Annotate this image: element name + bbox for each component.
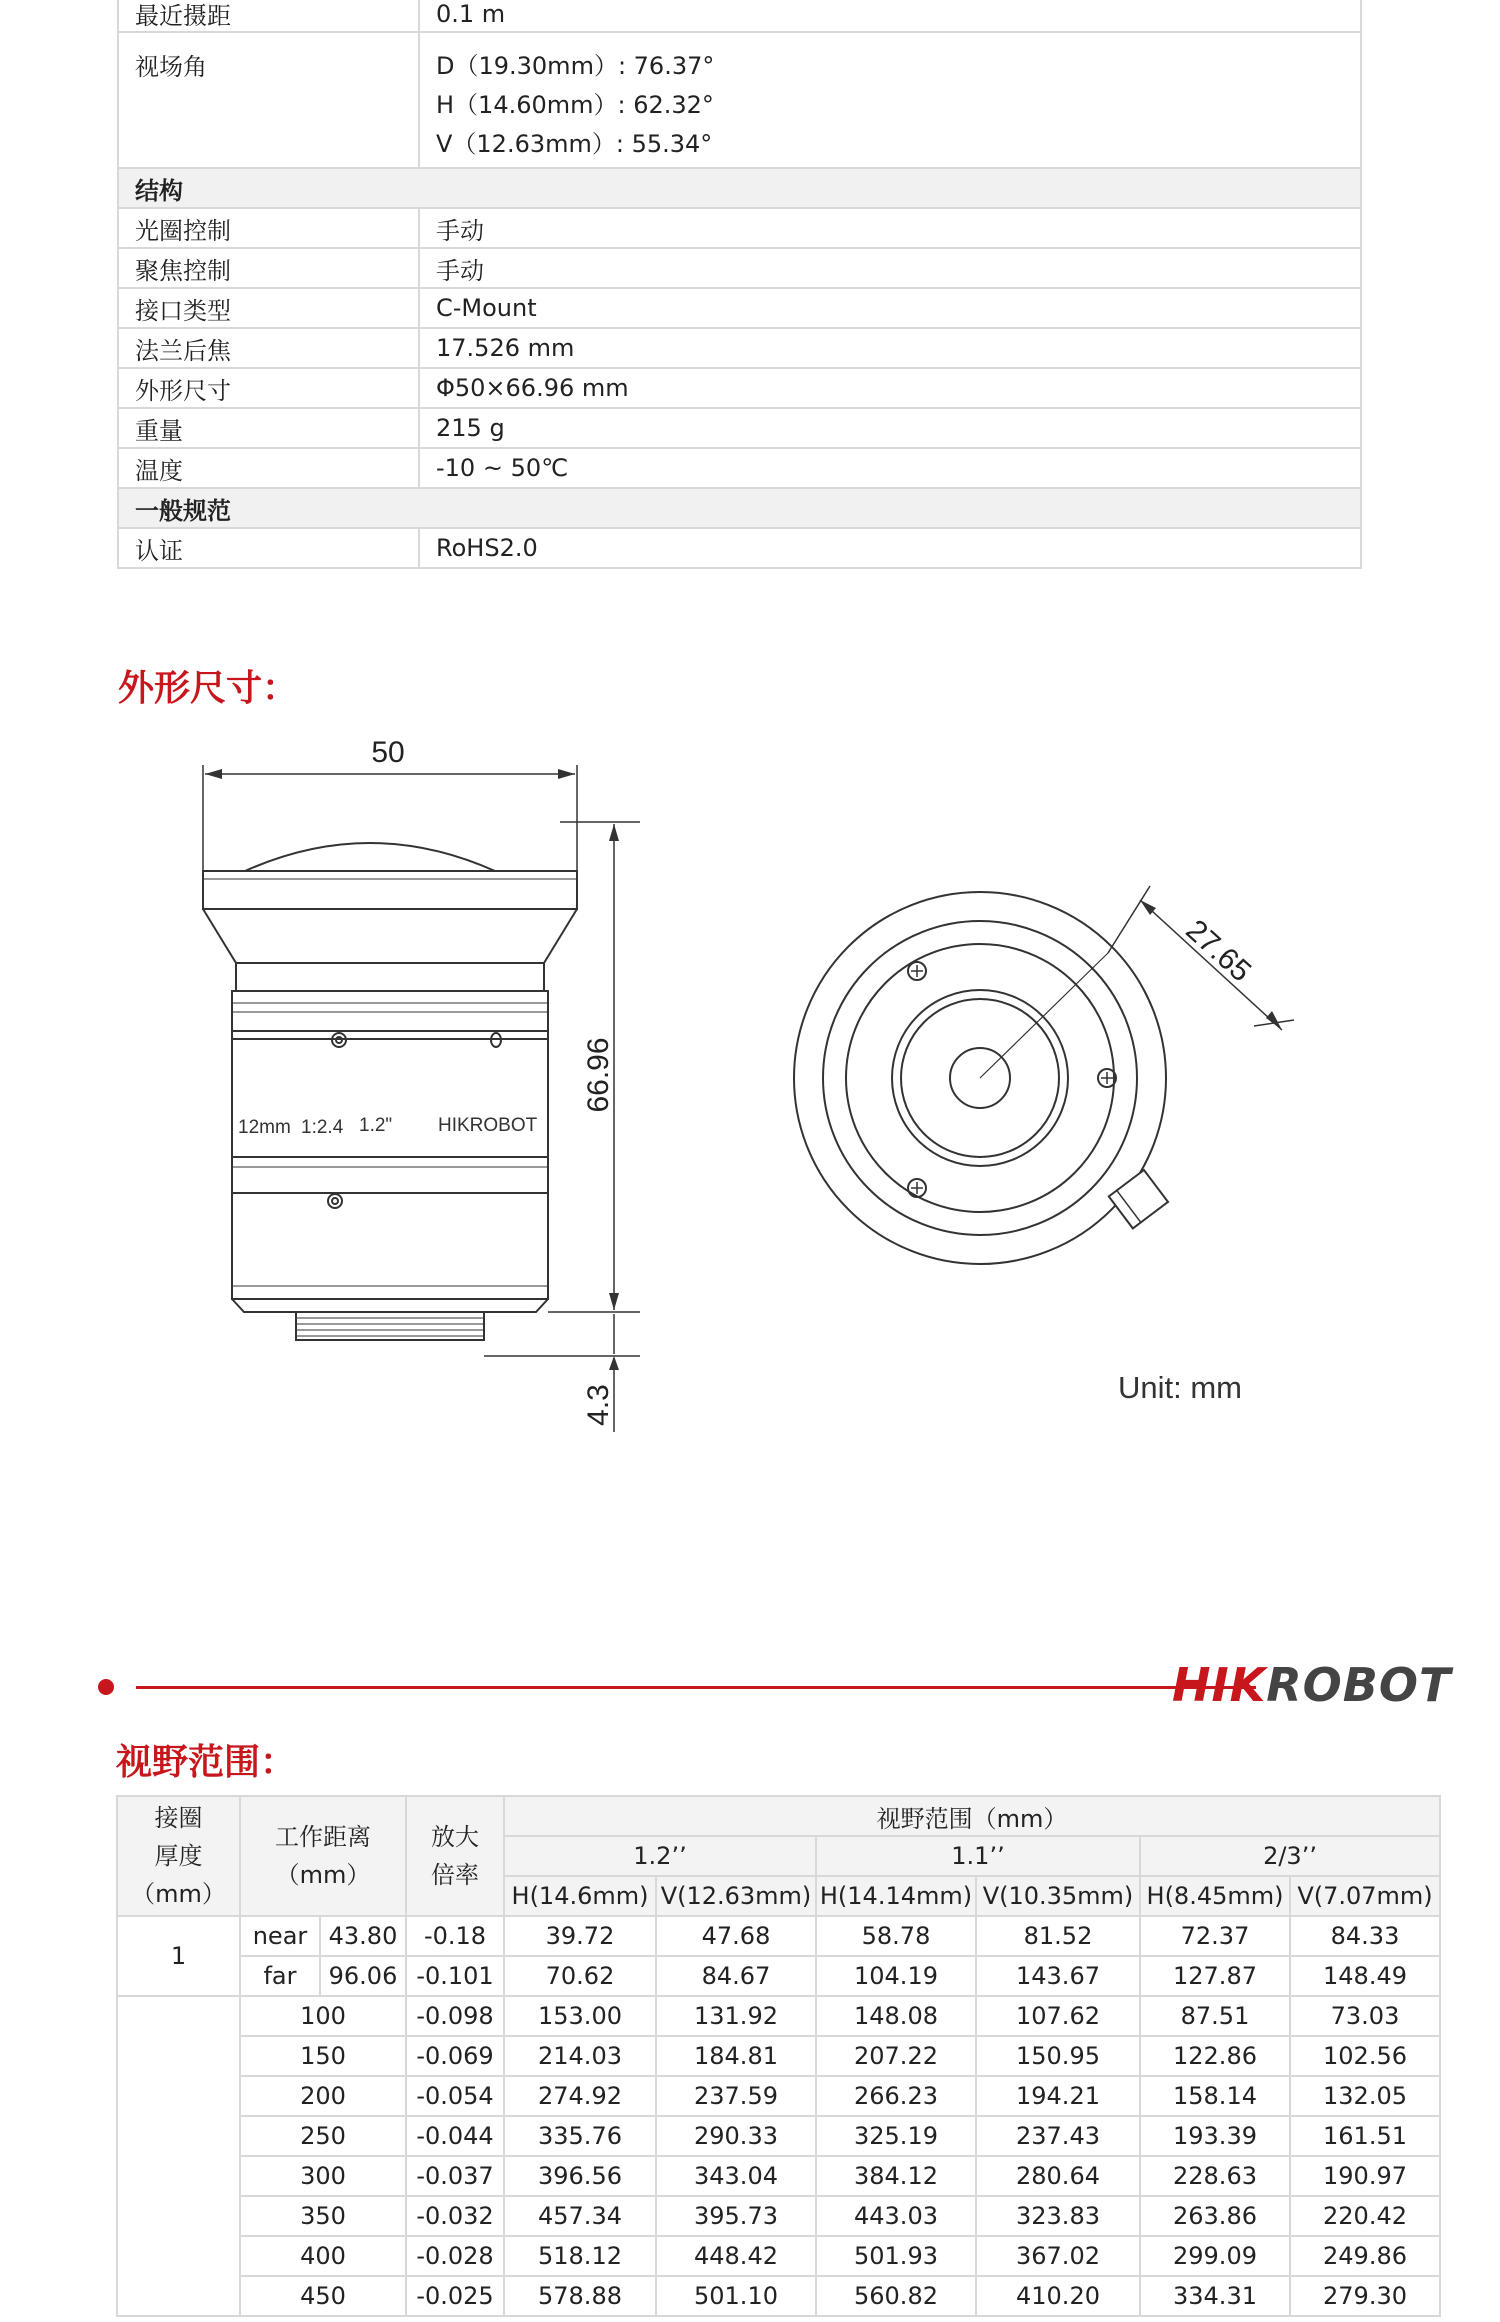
fov-cell: 148.49 [1290,1956,1440,1996]
fov-cell: 323.83 [976,2196,1140,2236]
mount-label: 4.3 [582,1384,615,1426]
locking-knob [1109,1170,1168,1228]
spec-label: 重量 [118,408,419,448]
brand-dot [98,1679,114,1695]
lens-marking-focal: 12mm [238,1117,291,1138]
fov-cell: 220.42 [1290,2196,1440,2236]
fov-cell: 279.30 [1290,2276,1440,2316]
unit-label: Unit: mm [1118,1370,1242,1405]
header-magnification [406,1796,504,1916]
header-fov: 视野范围（mm） [504,1796,1440,1836]
section-title: 一般规范 [118,488,1361,528]
header-working-distance [240,1796,406,1916]
fov-cell: 325.19 [816,2116,976,2156]
fov-cell: 150.95 [976,2036,1140,2076]
mag-cell: -0.18 [406,1916,504,1956]
header-format: 1.2’’ [504,1836,816,1876]
fov-cell: 410.20 [976,2276,1140,2316]
header-col: H(8.45mm) [1140,1876,1290,1916]
header-text: （mm） [275,1861,371,1889]
table-row [117,2116,1440,2156]
lens-focus-ring [232,991,548,1031]
brand-divider [90,1658,1452,1712]
length-label: 66.96 [582,1037,615,1113]
fov-cell: 518.12 [504,2236,656,2276]
dimension-drawing [0,720,1500,1440]
spec-row [118,368,1361,408]
fov-cell: 132.05 [1290,2076,1440,2116]
diameter-leader [980,953,1108,1078]
fov-cell: 290.33 [656,2116,816,2156]
lens-rear-bevel [232,1299,548,1312]
spec-value: RoHS2.0 [419,528,1361,568]
table-row [117,1956,1440,1996]
wd-cell: 250 [240,2116,406,2156]
spec-row-min-distance [118,0,1361,32]
fov-cell: 578.88 [504,2276,656,2316]
lens-collar [236,963,544,991]
ring-cell: 1 [117,1916,240,1996]
pos-cell: far [240,1956,320,1996]
fov-cell: 280.64 [976,2156,1140,2196]
fov-cell: 343.04 [656,2156,816,2196]
wd-cell: 300 [240,2156,406,2196]
section-structure [118,168,1361,208]
fov-cell: 161.51 [1290,2116,1440,2156]
spec-value [419,32,1361,168]
fov-cell: 501.10 [656,2276,816,2316]
header-text: 厚度 [154,1842,203,1870]
fov-cell: 84.33 [1290,1916,1440,1956]
spec-label: 法兰后焦 [118,328,419,368]
fov-cell: 237.59 [656,2076,816,2116]
table-row [117,2196,1440,2236]
arrow-icon [609,1293,619,1310]
header-col: V(12.63mm) [656,1876,816,1916]
mag-cell: -0.069 [406,2036,504,2076]
mag-cell: -0.101 [406,1956,504,1996]
ring-cell-empty [117,1996,240,2316]
fov-cell: 190.97 [1290,2156,1440,2196]
lens-front-ring [203,871,577,909]
table-row [117,2036,1440,2076]
fov-cell: 266.23 [816,2076,976,2116]
spec-row [118,288,1361,328]
fov-cell: 237.43 [976,2116,1140,2156]
mag-cell: -0.028 [406,2236,504,2276]
spec-value: 手动 [419,248,1361,288]
spec-value: 0.1 m [419,0,1361,32]
fov-cell: 249.86 [1290,2236,1440,2276]
fov-cell: 384.12 [816,2156,976,2196]
spec-label: 视场角 [118,32,419,168]
lens-barrel [232,1193,548,1299]
brand-logo-hik: HIK [1172,1658,1267,1712]
wd-cell: 150 [240,2036,406,2076]
fov-cell: 87.51 [1140,1996,1290,2036]
spec-label: 聚焦控制 [118,248,419,288]
brand-logo-robot: ROBOT [1266,1658,1452,1712]
table-row [117,2236,1440,2276]
mag-cell: -0.044 [406,2116,504,2156]
header-text: 放大 [431,1823,479,1851]
header-col: V(10.35mm) [976,1876,1140,1916]
fov-cell: 193.39 [1140,2116,1290,2156]
fov-cell: 158.14 [1140,2076,1290,2116]
spec-row [118,328,1361,368]
pos-cell: near [240,1916,320,1956]
spec-row [118,248,1361,288]
spec-value: C-Mount [419,288,1361,328]
spec-value: 215 g [419,408,1361,448]
fov-cell: 228.63 [1140,2156,1290,2196]
header-format: 2/3’’ [1140,1836,1440,1876]
screw-icon [328,1194,342,1208]
fov-cell: 127.87 [1140,1956,1290,1996]
spec-row [118,208,1361,248]
fov-cell: 104.19 [816,1956,976,1996]
header-text: 倍率 [431,1861,479,1889]
lens-taper [203,909,577,963]
fov-cell: 184.81 [656,2036,816,2076]
arrow-icon [558,769,575,779]
spec-value: Φ50×66.96 mm [419,368,1361,408]
fov-cell: 73.03 [1290,1996,1440,2036]
fov-cell: 263.86 [1140,2196,1290,2236]
width-label: 50 [371,736,405,769]
fov-cell: 72.37 [1140,1916,1290,1956]
fov-cell: 81.52 [976,1916,1140,1956]
arrow-icon [609,824,619,841]
fov-cell: 501.93 [816,2236,976,2276]
header-col: V(7.07mm) [1290,1876,1440,1916]
screw-icon [332,1198,338,1204]
lens-dome [245,843,495,871]
fov-line-h: H（14.60mm）: 62.32° [436,91,714,119]
mag-cell: -0.098 [406,1996,504,2036]
header-format: 1.1’’ [816,1836,1140,1876]
section-title: 结构 [118,168,1361,208]
wd-cell: 400 [240,2236,406,2276]
fov-cell: 396.56 [504,2156,656,2196]
fov-cell: 58.78 [816,1916,976,1956]
fov-line-d: D（19.30mm）: 76.37° [436,52,715,80]
mag-cell: -0.025 [406,2276,504,2316]
spec-label: 外形尺寸 [118,368,419,408]
fov-range-table [116,1795,1441,2317]
spec-row [118,528,1361,568]
dimensions-title: 外形尺寸： [118,668,299,709]
wd-cell: 100 [240,1996,406,2036]
fov-cell: 153.00 [504,1996,656,2036]
fov-cell: 448.42 [656,2236,816,2276]
fov-cell: 214.03 [504,2036,656,2076]
header-text: 接圈 [154,1804,203,1832]
fov-cell: 143.67 [976,1956,1140,1996]
spec-row [118,448,1361,488]
fov-cell: 299.09 [1140,2236,1290,2276]
brand-logo [1172,1658,1451,1712]
lens-aperture-ring [232,1157,548,1193]
wd-cell: 200 [240,2076,406,2116]
fov-cell: 122.86 [1140,2036,1290,2076]
table-row [117,1916,1440,1956]
lens-marking-format: 1.2" [359,1115,393,1136]
fov-cell: 207.22 [816,2036,976,2076]
header-text: （mm） [131,1880,226,1908]
spec-label: 认证 [118,528,419,568]
arrow-icon [1266,1011,1282,1030]
mag-cell: -0.037 [406,2156,504,2196]
fov-table-body [117,1916,1440,2316]
fov-cell: 457.34 [504,2196,656,2236]
fov-cell: 367.02 [976,2236,1140,2276]
fov-cell: 194.21 [976,2076,1140,2116]
fov-cell: 274.92 [504,2076,656,2116]
screw-icon [908,962,926,980]
spec-label: 光圈控制 [118,208,419,248]
header-ring-thickness [117,1796,240,1916]
section-general [118,488,1361,528]
fov-line-v: V（12.63mm）: 55.34° [436,130,713,158]
lens-marking-aperture: 1:2.4 [301,1117,344,1138]
fov-cell: 395.73 [656,2196,816,2236]
table-row [117,2156,1440,2196]
fov-cell: 335.76 [504,2116,656,2156]
fov-cell: 39.72 [504,1916,656,1956]
fov-cell: 102.56 [1290,2036,1440,2076]
fov-cell: 107.62 [976,1996,1140,2036]
wd-cell: 350 [240,2196,406,2236]
table-row [117,1996,1440,2036]
table-row [117,2076,1440,2116]
spec-row [118,408,1361,448]
spec-table [117,0,1362,569]
wd-cell: 96.06 [320,1956,406,1996]
fov-cell: 131.92 [656,1996,816,2036]
lens-body [232,1039,548,1157]
fov-cell: 560.82 [816,2276,976,2316]
spec-value: 手动 [419,208,1361,248]
lens-side-view [203,736,640,1432]
arrow-icon [205,769,222,779]
spec-value: -10 ~ 50℃ [419,448,1361,488]
header-col: H(14.6mm) [504,1876,656,1916]
fov-cell: 148.08 [816,1996,976,2036]
lens-front-view [794,886,1294,1264]
arrow-icon [609,1356,619,1370]
diameter-label: 27.65 [1179,913,1258,989]
fov-cell: 84.67 [656,1956,816,1996]
screw-icon [908,1179,926,1197]
wd-cell: 43.80 [320,1916,406,1956]
wd-cell: 450 [240,2276,406,2316]
dim-ext-upper [1108,886,1150,953]
mag-cell: -0.032 [406,2196,504,2236]
fov-cell: 334.31 [1140,2276,1290,2316]
fov-cell: 47.68 [656,1916,816,1956]
header-col: H(14.14mm) [816,1876,976,1916]
table-row [117,2276,1440,2316]
spec-label: 最近摄距 [118,0,419,32]
fov-cell: 443.03 [816,2196,976,2236]
lens-marking-brand: HIKROBOT [438,1115,538,1136]
spec-label: 温度 [118,448,419,488]
spec-row-fov [118,32,1361,168]
header-text: 工作距离 [275,1823,371,1851]
fov-cell: 70.62 [504,1956,656,1996]
mag-cell: -0.054 [406,2076,504,2116]
spec-value: 17.526 mm [419,328,1361,368]
spec-label: 接口类型 [118,288,419,328]
brand-line [136,1686,1256,1689]
fov-range-title: 视野范围： [116,1742,297,1783]
